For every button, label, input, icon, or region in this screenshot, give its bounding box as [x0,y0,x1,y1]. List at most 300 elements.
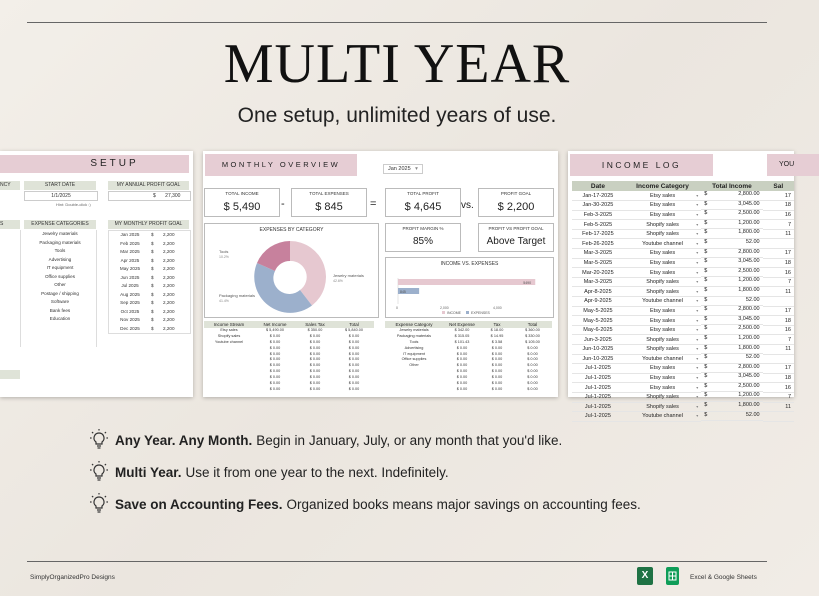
log-amount[interactable] [701,201,762,211]
chevron-down-icon: ▾ [415,166,418,172]
expense_table-cell: Tools [409,339,419,344]
start-date-hint: Hint: Double-click :) [56,202,91,207]
log-sales-tax[interactable]: 18 [763,201,794,211]
log-sales-tax[interactable]: 16 [763,210,794,220]
setup-panel [0,151,193,397]
income_table-cell[interactable]: $ 0.00 [309,381,321,386]
log-row [572,229,794,239]
log-category-select[interactable] [624,249,701,259]
expense_table-cell[interactable]: $ 0.00 [491,363,503,368]
expense_table-cell[interactable]: $ 0.00 [491,381,503,386]
legend-expenses: EXPENSES [471,311,490,315]
monthly-goal-value[interactable]: 2,200 [163,317,175,322]
profit-margin-card [385,223,461,252]
expense_table-cell[interactable]: $ 0.00 [456,363,468,368]
log-row [572,316,794,326]
expense_table-cell[interactable]: $ 0.00 [491,345,503,350]
monthly-goal-value[interactable]: 2,200 [163,266,175,271]
monthly-goal-month: Aug 2025 [120,291,140,297]
monthly-goals-list [108,230,191,334]
monthly-goal-month: Jan 2025 [120,232,140,237]
log-category: Shopify sales [646,394,679,401]
income_table-cell: Etsy sales [220,328,238,332]
log-category-select[interactable] [624,297,701,307]
expense_table-col-header: Total [527,322,538,327]
log-sales-tax[interactable]: 17 [763,191,794,201]
monthly-goal-value[interactable]: 2,200 [163,291,175,297]
income_table-cell[interactable]: $ 0.00 [269,386,281,391]
profit-margin-label: PROFIT MARGIN % [402,226,444,231]
log-total: 2,500.00 [738,267,760,274]
income_table-cell[interactable]: $ 0.00 [309,363,321,368]
monthly-goal-value[interactable]: 2,200 [163,325,175,331]
log-category-select[interactable] [624,373,701,383]
log-category-select[interactable] [624,402,701,412]
expense_table-cell[interactable]: $ 0.00 [491,357,503,362]
log-date[interactable]: Apr-8-2025 [572,287,624,297]
expense_table-cell[interactable]: $ 0.00 [527,375,538,380]
log-amount[interactable] [701,392,762,402]
expense_table-cell[interactable]: $ 0.00 [456,381,468,386]
setup-s-header: S [0,220,20,229]
google-sheets-icon [666,567,679,585]
log-amount[interactable] [701,325,762,335]
log-date[interactable]: Mar-20-2025 [572,268,624,278]
log-sales-tax[interactable]: 17 [763,249,794,259]
log-category: Youtube channel [642,298,683,305]
log-date[interactable]: Jun-10-2025 [572,354,624,364]
income_table-cell[interactable]: $ 0.00 [309,351,321,356]
expense_table-cell[interactable]: $ 0.00 [456,375,468,380]
income_table-cell[interactable]: $ 0.00 [348,363,360,368]
log-category-select[interactable] [624,201,701,211]
log-sales-tax[interactable]: 7 [763,277,794,287]
log-sales-tax[interactable]: 11 [763,345,794,355]
log-category: Etsy sales [650,384,676,391]
income_table-cell[interactable]: $ 0.00 [348,351,360,356]
feature-text: Use it from one year to the next. Indefinitely. [185,464,449,480]
income_table-cell [204,387,254,393]
feature-text: Begin in January, July, or any month that you'd like. [256,432,563,448]
expense_table-cell[interactable]: $ 0.00 [527,369,538,374]
income_table-cell[interactable]: $ 0.00 [309,386,321,391]
profit-vs-goal-value: Above Target [486,236,546,247]
log-currency: $ [704,238,708,245]
log-category: Etsy sales [650,317,676,324]
total-profit-value: $ 4,645 [404,201,442,213]
monthly-goal-value[interactable]: 2,200 [163,308,175,314]
income_table-cell[interactable]: $ 0.00 [309,345,321,350]
log-currency: $ [704,334,708,341]
log-row [572,354,794,364]
log-amount[interactable] [701,354,762,364]
expense_table-cell[interactable]: $ 14.95 [490,333,504,338]
expense_table-cell[interactable]: $ 18.00 [490,328,504,332]
log-currency: $ [704,277,708,284]
total-income-value: $ 5,490 [223,201,261,213]
log-sales-tax[interactable]: 7 [763,392,794,402]
monthly-goal-value[interactable]: 2,200 [163,283,175,288]
expense-category-table [385,321,552,393]
log-category-select[interactable] [624,277,701,287]
monthly-goal-value[interactable]: 2,200 [163,232,175,237]
log-category: Shopify sales [646,231,679,238]
total-profit-card [385,188,461,217]
log-amount[interactable] [701,191,762,201]
log-date[interactable]: Jun-3-2025 [572,335,624,345]
log-currency: $ [704,210,708,217]
log-sales-tax[interactable] [763,354,794,364]
log-amount[interactable] [701,277,762,287]
log-date[interactable]: Mar-5-2025 [572,258,624,268]
log-category-select[interactable] [624,392,701,402]
log-sales-tax[interactable] [763,297,794,307]
log-date[interactable]: Jul-1-2025 [572,392,624,402]
expense_table-col-header: Tax [493,322,501,327]
log-total: 2,500.00 [738,325,760,332]
expense-categories-header: EXPENSE CATEGORIES [24,220,96,229]
log-row [572,306,794,316]
expense_table-cell[interactable]: $ 0.00 [527,345,538,350]
expense_table-cell[interactable]: $ 0.00 [527,351,538,356]
monthly-goal-row [109,231,190,240]
log-category-select[interactable] [624,287,701,297]
log-sales-tax[interactable]: 11 [763,229,794,239]
log-category-select[interactable] [624,354,701,364]
log-sales-tax[interactable]: 18 [763,258,794,268]
log-currency: $ [704,363,708,370]
log-total: 52.00 [745,296,760,303]
log-date[interactable]: Jul-1-2025 [572,383,624,393]
bar-expense-label: 845 [400,290,406,294]
log-currency: $ [704,296,708,303]
log-total: 2,800.00 [738,306,760,313]
log-amount[interactable] [701,239,762,249]
log-currency: $ [704,200,708,207]
chevron-down-icon: ▾ [696,327,699,333]
log-amount[interactable] [701,345,762,355]
log-category: Etsy sales [650,307,676,314]
log-amount[interactable] [701,306,762,316]
income_table-cell[interactable]: $ 350.00 [307,328,323,332]
log-category-select[interactable] [624,383,701,393]
income_table-cell[interactable]: $ 0.00 [348,381,360,386]
expense_table-cell[interactable]: $ 342.00 [454,328,470,332]
log-date[interactable]: May-6-2025 [572,325,624,335]
chevron-down-icon: ▾ [696,298,699,304]
chevron-down-icon: ▾ [696,317,699,323]
log-sales-tax[interactable] [763,412,794,422]
log-amount[interactable] [701,335,762,345]
log-category-select[interactable] [624,306,701,316]
log-currency: $ [704,325,708,332]
log-category-select[interactable] [624,364,701,374]
minus-sign: - [281,198,285,210]
monthly-goal-row [109,282,190,291]
expense_table-cell[interactable]: $ 0.00 [527,381,538,386]
log-sales-tax[interactable] [763,239,794,249]
total-expenses-label: TOTAL EXPENSES [309,191,349,196]
annual-goal-field[interactable] [108,191,191,201]
log-row [572,287,794,297]
expense_table-cell[interactable]: $ 0.00 [456,369,468,374]
income_table-cell[interactable]: $ 0.00 [309,339,321,344]
log-category: Shopify sales [646,346,679,353]
expense-category-item: Packaging materials [39,239,81,245]
pie-pct-jewelry: 42.6% [333,279,343,283]
expense_table-cell[interactable]: $ 3.58 [491,339,503,344]
log-date[interactable]: Jul-1-2025 [572,373,624,383]
log-row [572,345,794,355]
log-category-select[interactable] [624,258,701,268]
log-total: 1,200.00 [738,392,760,399]
feature-title: Multi Year. [115,464,182,480]
income-log-side-tab[interactable]: YOU [767,154,819,176]
log-date[interactable]: Feb-5-2025 [572,220,624,230]
total-expenses-card [291,188,367,217]
chevron-down-icon: ▾ [696,365,699,371]
monthly-goal-currency: $ [151,317,154,322]
annual-goal-header: MY ANNUAL PROFIT GOAL [108,181,189,190]
log-category-select[interactable] [624,316,701,326]
log-amount[interactable] [701,316,762,326]
log-amount[interactable] [701,287,762,297]
log-sales-tax[interactable]: 17 [763,306,794,316]
log-total: 1,200.00 [738,334,760,341]
log-sales-tax[interactable]: 11 [763,287,794,297]
income_table-cell[interactable]: $ 0.00 [269,363,281,368]
expense_table-cell[interactable]: $ 0.00 [527,363,538,368]
bar-tick-2000: 2,000 [440,306,449,310]
monthly-goal-currency: $ [151,300,154,305]
log-sales-tax[interactable]: 16 [763,325,794,335]
log-date[interactable]: Jul-1-2025 [572,364,624,374]
expenses-donut-chart [205,235,378,315]
feature-title: Save on Accounting Fees. [115,496,283,512]
chevron-down-icon: ▾ [696,346,699,352]
expense_table-cell[interactable]: $ 0.00 [491,351,503,356]
income_table-cell[interactable]: $ 0.00 [269,333,281,338]
income_table-cell[interactable]: $ 0.00 [348,357,360,362]
income_table-cell[interactable]: $ 0.00 [348,339,360,344]
monthly-overview-panel [203,151,558,397]
log-category-select[interactable] [624,325,701,335]
start-date-value[interactable]: 1/1/2025 [24,191,98,201]
log-total: 1,800.00 [738,286,760,293]
income_table-col-header: Total [349,322,359,327]
log-category-select[interactable] [624,335,701,345]
log-row [572,249,794,259]
log-amount[interactable] [701,383,762,393]
log-category-select[interactable] [624,412,701,422]
log-category: Etsy sales [650,192,676,199]
log-date[interactable]: May-5-2025 [572,316,624,326]
log-category-select[interactable] [624,268,701,278]
log-date[interactable]: Jan-30-2025 [572,201,624,211]
income_table-cell[interactable]: $ 0.00 [269,357,281,362]
expense_table-cell[interactable]: $ 0.00 [527,357,538,362]
log-col-header: Total Income [701,181,762,191]
log-category-select[interactable] [624,239,701,249]
log-amount[interactable] [701,258,762,268]
log-col-header: Date [572,181,624,191]
log-sales-tax[interactable]: 18 [763,316,794,326]
profit-vs-goal-card [478,223,554,252]
log-amount[interactable] [701,210,762,220]
overview-title: MONTHLY OVERVIEW [205,154,357,176]
log-currency: $ [704,354,708,361]
log-currency: $ [704,258,708,265]
log-category: Etsy sales [650,365,676,372]
income_table-cell[interactable]: $ 0.00 [348,345,360,350]
income_table-cell[interactable]: $ 0.00 [348,375,360,380]
log-sales-tax[interactable]: 7 [763,220,794,230]
log-total: 2,800.00 [738,248,760,255]
log-amount[interactable] [701,249,762,259]
income_table-cell[interactable]: $ 0.00 [269,369,281,374]
monthly-goal-value[interactable]: 2,200 [163,300,175,305]
expense-category-item: Education [49,316,71,321]
income_table-cell[interactable]: $ 0.00 [348,386,360,391]
profit-goal-value: $ 2,200 [497,201,535,213]
log-total: 1,800.00 [738,229,760,236]
income_table-cell[interactable]: $ 0.00 [269,381,281,386]
chevron-down-icon: ▾ [696,192,699,198]
lightbulb-icon [89,428,115,453]
income_table-cell[interactable]: $ 0.00 [269,351,281,356]
income_table-cell[interactable]: $ 0.00 [309,333,321,338]
bar-income-label: 5490 [523,281,532,285]
log-sales-tax[interactable]: 18 [763,373,794,383]
income_table-cell: Youtube channel [214,339,244,344]
expense_table-cell[interactable]: $ 0.00 [456,351,468,356]
log-category-select[interactable] [624,210,701,220]
expense_table-cell[interactable]: $ 0.00 [456,345,468,350]
log-amount[interactable] [701,268,762,278]
income_table-cell[interactable]: $ 0.00 [348,333,360,338]
expense_table-cell[interactable]: $ 0.00 [491,369,503,374]
log-date[interactable]: Feb-17-2025 [572,229,624,239]
expense_table-cell[interactable]: $ 0.00 [456,357,468,362]
log-amount[interactable] [701,412,762,422]
monthly-goal-value[interactable]: 2,200 [163,257,175,263]
setup-title: SETUP [90,158,139,169]
monthly-goal-currency: $ [151,240,154,246]
log-date[interactable]: Jul-1-2025 [572,412,624,422]
chevron-down-icon: ▾ [696,221,699,227]
lightbulb-icon [89,460,115,485]
expense_table-cell[interactable]: $ 360.00 [525,328,540,332]
log-row [572,412,794,422]
log-amount[interactable] [701,229,762,239]
log-category-select[interactable] [624,220,701,230]
log-amount[interactable] [701,373,762,383]
log-sales-tax[interactable]: 17 [763,364,794,374]
legend-expenses-swatch [466,311,469,314]
expense_table-row [385,387,552,393]
monthly-goal-currency: $ [151,325,154,331]
expense_table-cell[interactable]: $ 315.05 [454,333,470,338]
income_table-cell[interactable]: $ 0.00 [269,375,281,380]
bar-tick-0: 0 [396,306,398,310]
log-date[interactable]: Jan-17-2025 [572,191,624,201]
income_table-cell[interactable]: $ 0.00 [269,339,281,344]
log-amount[interactable] [701,402,762,412]
log-date[interactable]: May-5-2025 [572,306,624,316]
log-sales-tax[interactable]: 7 [763,335,794,345]
expense_table-cell[interactable]: $ 0.00 [456,386,468,391]
month-select[interactable] [383,164,423,174]
income-log-table [572,181,794,422]
monthly-goal-row [109,248,190,257]
monthly-goal-value[interactable]: 2,200 [163,240,175,246]
monthly-goal-month: Oct 2025 [120,308,140,314]
log-date[interactable]: Mar-3-2025 [572,277,624,287]
log-date[interactable]: Feb-26-2025 [572,239,624,249]
log-date[interactable]: Apr-9-2025 [572,297,624,307]
feature-title: Any Year. Any Month. [115,432,253,448]
income_table-cell[interactable]: $ 0.00 [309,375,321,380]
log-total: 52.00 [745,411,760,418]
log-category: Shopify sales [646,336,679,343]
log-date[interactable]: Mar-3-2025 [572,249,624,259]
log-category: Youtube channel [642,240,683,247]
log-currency: $ [704,392,708,399]
monthly-goal-month: Nov 2025 [120,317,140,322]
monthly-goal-currency: $ [151,232,154,237]
log-sales-tax[interactable]: 16 [763,383,794,393]
expense_table-cell[interactable]: $ 0.00 [491,386,503,391]
chevron-down-icon: ▾ [696,403,699,409]
log-category-select[interactable] [624,345,701,355]
log-amount[interactable] [701,297,762,307]
log-amount[interactable] [701,220,762,230]
chevron-down-icon: ▾ [696,336,699,342]
income_table-col-header: Income Stream [213,322,245,327]
expense_table-cell[interactable]: $ 101.43 [454,339,470,344]
log-category-select[interactable] [624,229,701,239]
expense_table-cell[interactable]: $ 330.00 [525,333,540,338]
profit-goal-card [478,188,554,217]
monthly-goal-value[interactable]: 2,200 [163,249,175,254]
log-sales-tax[interactable]: 16 [763,268,794,278]
log-category: Shopify sales [646,221,679,228]
expense_table-cell[interactable]: $ 105.00 [525,339,540,344]
monthly-goal-value[interactable]: 2,200 [163,274,175,280]
monthly-goal-month: Feb 2025 [120,240,140,246]
log-row [572,383,794,393]
income_table-cell[interactable]: $ 0.00 [309,357,321,362]
log-date[interactable]: Feb-3-2025 [572,210,624,220]
pie-pct-packaging: 41.4% [219,299,229,303]
bar-chart-title: INCOME VS. EXPENSES [440,261,499,267]
log-date[interactable]: Jun-10-2025 [572,345,624,355]
log-amount[interactable] [701,364,762,374]
income_table-cell[interactable]: $ 0.00 [309,369,321,374]
log-date[interactable]: Jul-1-2025 [572,402,624,412]
income_table-cell[interactable]: $ 0.00 [348,369,360,374]
income_table-cell[interactable]: $ 5,840.00 [345,328,363,332]
income_table-cell[interactable]: $ 5,490.00 [266,328,284,332]
expense_table-cell[interactable]: $ 0.00 [491,375,503,380]
expense_table-cell [385,387,443,393]
log-sales-tax[interactable]: 11 [763,402,794,412]
expense-category-item: Other [54,282,66,287]
log-col-header: Sal [763,181,794,191]
expense_table-cell[interactable]: $ 0.00 [527,386,538,391]
income_table-cell[interactable]: $ 0.00 [269,345,281,350]
log-category-select[interactable] [624,191,701,201]
